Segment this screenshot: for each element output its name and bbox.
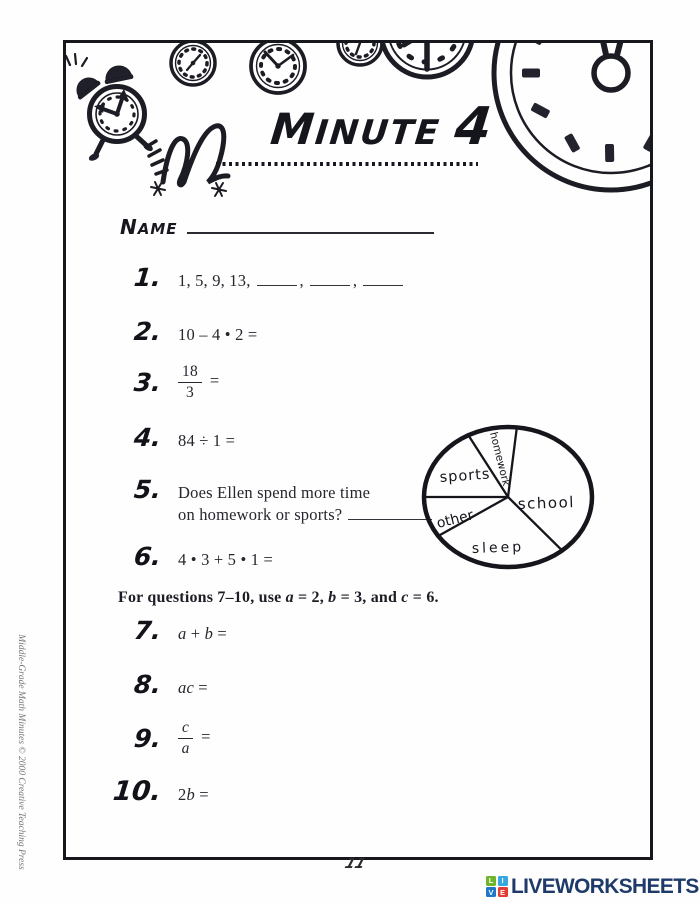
question-text — [178, 719, 211, 758]
comma: , — [299, 271, 304, 290]
question-line-2: on homework or sports? — [178, 505, 343, 524]
equals-sign: = — [193, 678, 208, 697]
variable-b: b — [204, 624, 214, 643]
instruction-text: = 2, — [293, 589, 329, 606]
question-number: 5. — [132, 475, 163, 504]
fraction — [178, 363, 202, 402]
question-number: 10. — [111, 776, 163, 807]
question-text — [178, 271, 406, 291]
numerator: c — [178, 719, 193, 739]
page-number: 11 — [342, 856, 368, 872]
question-text — [178, 363, 219, 402]
equals-sign: = — [209, 371, 220, 391]
question-text — [178, 624, 227, 644]
instruction-text: For questions 7–10, use — [118, 589, 286, 606]
instruction-line — [118, 589, 439, 607]
question-text: 4 • 3 + 5 • 1 = — [178, 550, 274, 569]
denominator: 3 — [185, 383, 194, 401]
comma: , — [352, 271, 358, 290]
question-text — [178, 482, 432, 526]
pie-label-other: other — [435, 507, 476, 532]
fraction — [178, 719, 193, 758]
logo-square-v: V — [486, 887, 496, 897]
equals-sign: = — [194, 785, 209, 804]
instruction-text: = 3, and — [336, 589, 402, 606]
pie-label-sports: sports — [439, 466, 491, 486]
question-number: 2. — [132, 317, 163, 346]
dotted-divider — [216, 162, 478, 166]
question-number: 9. — [132, 723, 163, 753]
stopwatch-icon — [494, 43, 653, 190]
wall-clock-icon — [338, 43, 382, 65]
logo-square-e: E — [498, 887, 508, 897]
operator: + — [186, 624, 205, 643]
question-number: 6. — [132, 542, 163, 571]
pie-label-homework: homework — [487, 430, 513, 488]
name-row — [120, 215, 434, 239]
question-2 — [111, 319, 257, 345]
question-6 — [111, 544, 273, 570]
answer-blank[interactable] — [310, 274, 350, 286]
question-4 — [111, 425, 235, 451]
wall-clock-icon — [171, 43, 215, 85]
pie-label-sleep: sleep — [471, 539, 525, 557]
name-answer-line[interactable] — [187, 220, 434, 234]
question-number: 4. — [132, 423, 163, 452]
question-text — [178, 785, 209, 805]
question-3 — [111, 363, 219, 402]
question-line-1: Does Ellen spend more time — [178, 483, 371, 502]
question-8 — [111, 672, 208, 698]
question-text — [178, 678, 208, 698]
answer-blank[interactable] — [363, 274, 403, 286]
question-7 — [111, 618, 227, 644]
numerator: 18 — [178, 363, 202, 383]
question-9 — [111, 719, 211, 758]
variable-ac: ac — [178, 678, 194, 697]
liveworksheets-logo[interactable] — [486, 874, 700, 899]
question-number: 8. — [132, 670, 163, 699]
equals-sign: = — [213, 624, 227, 643]
worksheet-title — [268, 97, 495, 157]
liveworksheets-logo-icon — [486, 876, 508, 898]
question-1 — [111, 265, 406, 291]
question-text: 10 – 4 • 2 = — [178, 325, 258, 344]
title-word: MINUTE — [268, 105, 443, 155]
answer-blank[interactable] — [257, 274, 297, 286]
instruction-text: = 6. — [408, 589, 439, 606]
name-label: NAME — [120, 215, 178, 239]
question-5 — [111, 477, 432, 526]
sequence-text: 1, 5, 9, 13, — [178, 271, 251, 290]
question-text: 84 ÷ 1 = — [178, 431, 236, 450]
wall-clock-icon — [381, 43, 473, 77]
question-10 — [111, 778, 209, 805]
variable-c: c — [401, 589, 409, 606]
variable-b: b — [328, 589, 337, 606]
time-pie-chart — [418, 418, 598, 576]
denominator: a — [181, 739, 190, 757]
title-number: 4 — [451, 97, 495, 157]
copyright-sidebar: Middle-Grade Math Minutes © 2000 Creative Teaching Press — [16, 634, 26, 870]
logo-square-l: L — [486, 876, 496, 886]
question-number: 3. — [132, 367, 163, 397]
question-number: 1. — [132, 263, 163, 292]
alarm-clock-icon — [66, 54, 167, 174]
liveworksheets-wordmark: LIVEWORKSHEETS — [510, 874, 699, 898]
variable-a: a — [285, 589, 294, 606]
coefficient: 2 — [178, 785, 187, 804]
wall-clock-icon — [251, 43, 305, 93]
worksheet-frame — [63, 40, 653, 860]
variable-a: a — [178, 624, 187, 643]
logo-square-i: I — [498, 876, 508, 886]
question-number: 7. — [132, 616, 163, 645]
variable-b: b — [186, 785, 195, 804]
equals-sign: = — [201, 727, 211, 747]
pie-label-school: school — [517, 493, 576, 513]
